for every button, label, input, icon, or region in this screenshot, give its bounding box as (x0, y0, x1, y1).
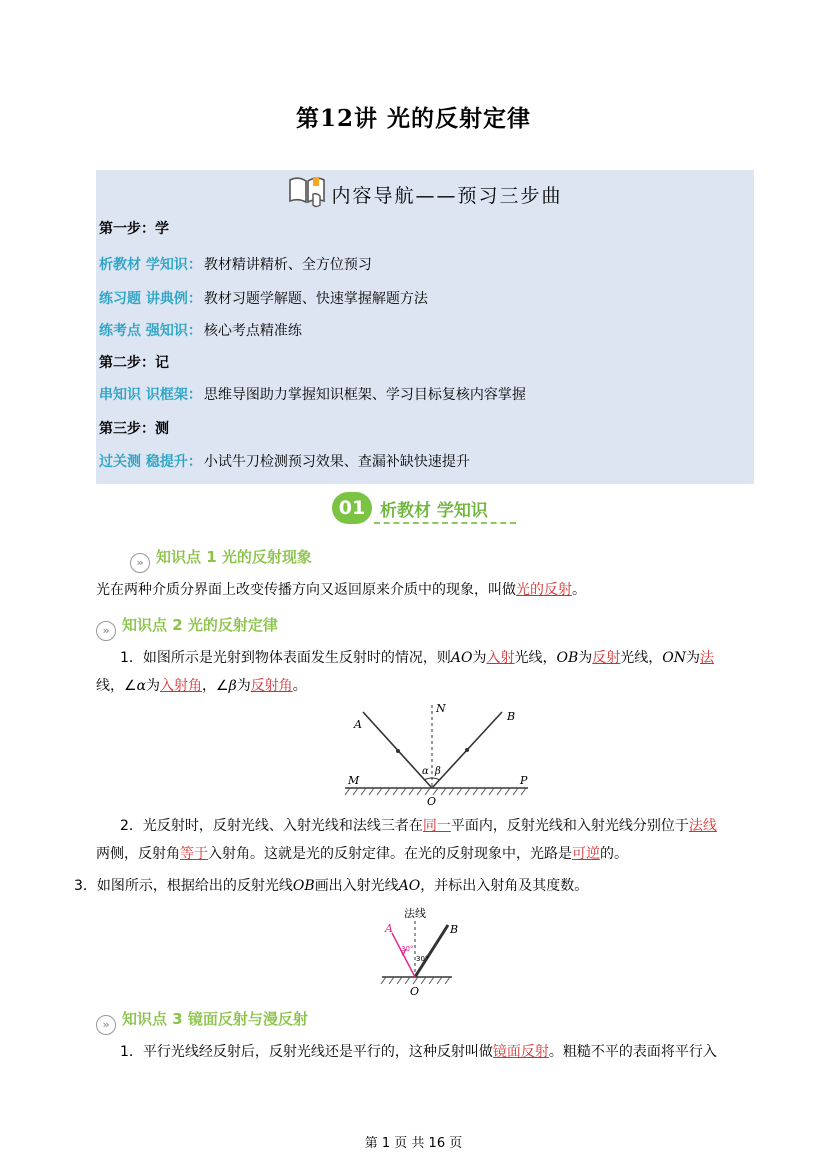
svg-text:M: M (348, 774, 360, 787)
nav-step-heading: 第三步：测 (99, 421, 169, 437)
svg-text:B: B (507, 710, 516, 723)
answer-reflected: 反射 (592, 650, 621, 666)
svg-text:P: P (520, 774, 528, 787)
nav-step-heading: 第一步：学 (99, 221, 169, 237)
double-chevron-icon: » (96, 1015, 116, 1035)
svg-text:N: N (436, 702, 446, 715)
svg-text:30°: 30° (401, 945, 414, 953)
nav-heading-text: 内容导航——预习三步曲 (331, 185, 563, 207)
answer-same: 同一 (422, 818, 451, 834)
kp3-para1: 1．平行光线经反射后，反射光线还是平行的，这种反射叫做镜面反射。粗糙不平的表面将平行入 (120, 1044, 717, 1060)
svg-text:法线: 法线 (404, 907, 426, 920)
answer-incident: 入射 (486, 650, 515, 666)
nav-item: 练习题 讲典例： 教材习题学解题、快速掌握解题方法 (99, 291, 428, 307)
reflected-ray (415, 925, 448, 977)
nav-item: 串知识 识框架： 思维导图助力掌握知识框架、学习目标复核内容掌握 (99, 387, 526, 403)
nav-item: 过关测 稳提升： 小试牛刀检测预习效果、查漏补缺快速提升 (99, 454, 470, 470)
section-number: 01 (332, 492, 372, 524)
nav-item: 析教材 学知识： 教材精讲精析、全方位预习 (99, 257, 372, 273)
answer-incident-angle: 入射角 (160, 678, 203, 694)
kp2-para1-line1: 1．如图所示是光射到物体表面发生反射时的情况，则AO为入射光线，OB为反射光线，ON为法 (120, 650, 714, 666)
kp2-para2-line2: 两侧，反射角等于入射角。这就是光的反射定律。在光的反射现象中，光路是可逆的。 (96, 846, 628, 862)
svg-text:O: O (427, 795, 437, 808)
surface-hatching (345, 788, 526, 795)
svg-text:A: A (385, 922, 393, 935)
answer-reversible: 可逆 (572, 846, 600, 862)
question-3: 3．如图所示，根据给出的反射光线OB画出入射光线AO，并标出入射角及其度数。 (74, 878, 589, 894)
kp1-definition: 光在两种介质分界面上改变传播方向又返回原来介质中的现象，叫做光的反射。 (96, 582, 586, 598)
kp2-para2-line1: 2．光反射时，反射光线、入射光线和法线三者在同一平面内，反射光线和入射光线分别位于法线 (120, 818, 717, 834)
svg-text:B: B (450, 923, 459, 936)
nav-heading (96, 174, 754, 208)
page-footer: 第 1 页 共 16 页 (364, 1136, 463, 1151)
answer-equal: 等于 (180, 846, 208, 862)
answer-normal-part: 法 (700, 650, 714, 666)
knowledge-point-1-title: » 知识点 1 光的反射现象 (130, 546, 312, 573)
section-underline (374, 522, 516, 524)
nav-item: 练考点 强知识： 核心考点精准练 (99, 323, 302, 339)
svg-text:α: α (422, 766, 429, 777)
answer-reflection-angle: 反射角 (250, 678, 293, 694)
page-title: 第12讲 光的反射定律 (295, 105, 531, 132)
answer-reflection: 光的反射 (516, 582, 572, 598)
svg-text:O: O (410, 985, 420, 998)
surface-hatching (381, 977, 450, 984)
nav-step-heading: 第二步：记 (99, 355, 169, 371)
book-icon (287, 174, 327, 219)
knowledge-point-2-title: » 知识点 2 光的反射定律 (96, 614, 278, 641)
section-label: 析教材 学知识 (380, 501, 488, 521)
double-chevron-icon: » (96, 621, 116, 641)
svg-text:A: A (354, 718, 362, 731)
reflected-arrow (465, 748, 469, 752)
content-navigation-box (96, 170, 754, 484)
answer-normal: 法线 (688, 818, 717, 834)
knowledge-point-3-title: » 知识点 3 镜面反射与漫反射 (96, 1008, 308, 1035)
incident-arrow (396, 749, 400, 753)
svg-text:30°: 30° (416, 955, 429, 963)
double-chevron-icon: » (130, 553, 150, 573)
question-3-diagram (370, 903, 470, 999)
svg-text:β: β (435, 766, 441, 777)
answer-specular: 镜面反射 (492, 1044, 549, 1060)
kp2-para1-line2: 线，∠α为入射角，∠β为反射角。 (96, 678, 307, 694)
reflection-diagram (330, 700, 540, 808)
